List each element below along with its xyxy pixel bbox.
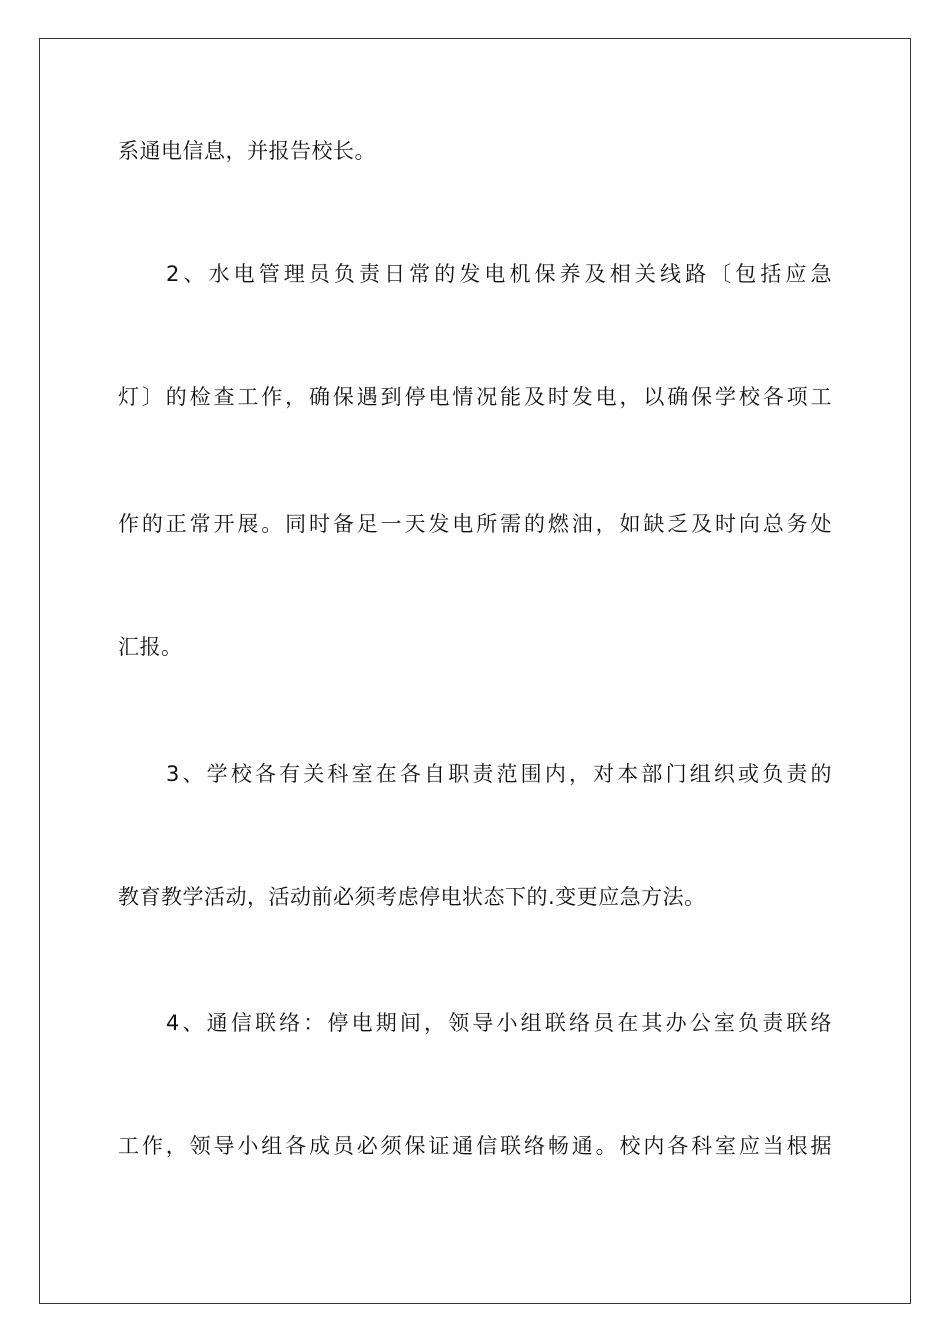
- text-line: 教育教学活动，活动前必须考虑停电状态下的.变更应急方法。: [118, 885, 706, 909]
- text-line: 4、通信联络：停电期间，领导小组联络员在其办公室负责联络: [166, 1011, 832, 1035]
- text-line: 系通电信息，并报告校长。: [118, 139, 376, 163]
- text-line: 3、学校各有关科室在各自职责范围内，对本部门组织或负责的: [166, 762, 832, 786]
- text-line: 汇报。: [118, 635, 183, 659]
- text-line: 2、水电管理员负责日常的发电机保养及相关线路〔包括应急: [166, 262, 832, 286]
- text-line: 工作，领导小组各成员必须保证通信联络畅通。校内各科室应当根据: [118, 1134, 832, 1158]
- page-frame: [39, 38, 911, 1304]
- text-line: 作的正常开展。同时备足一天发电所需的燃油，如缺乏及时向总务处: [118, 512, 832, 536]
- text-line: 灯〕的检查工作，确保遇到停电情况能及时发电，以确保学校各项工: [118, 385, 832, 409]
